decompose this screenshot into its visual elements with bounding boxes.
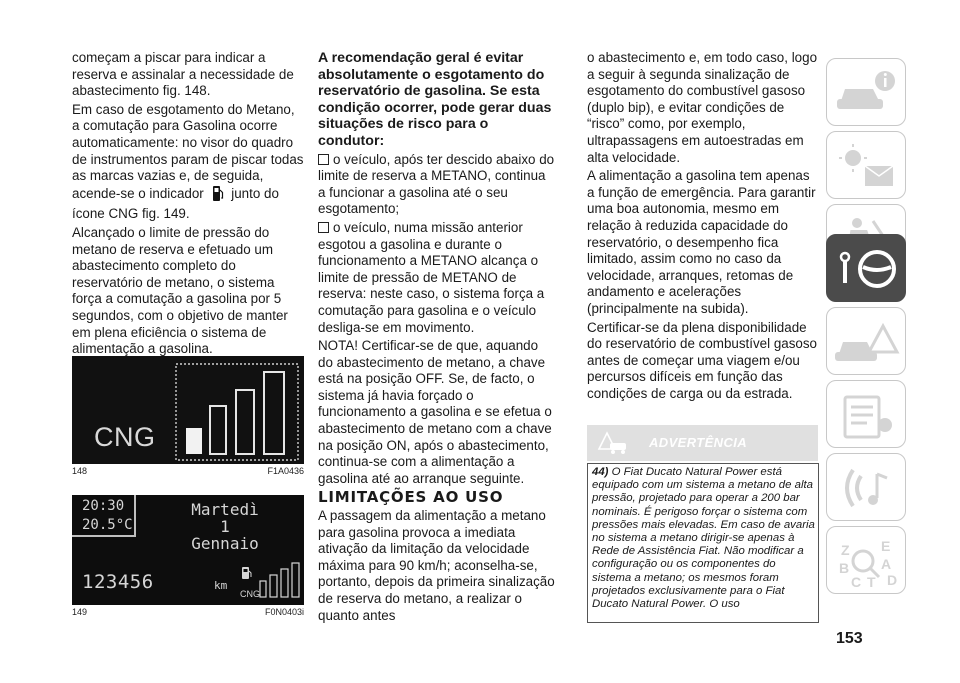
sidebar-tab-multimedia[interactable] [826,453,906,521]
sidebar-tab-car-info[interactable] [826,58,906,126]
bullet-square-icon [318,154,329,165]
figure-code: F1A0436 [267,466,304,476]
paragraph: Certificar-se da plena disponibilidade do reservatório de combustível gasoso antes de começar uma viagem e/ou percursos difíceis em função das condições de carga ou da estrada. [587,319,817,401]
figure-code: F0N0403i [264,607,304,617]
cng-level-bar [270,575,277,597]
clock-readout: 20:30 [82,498,125,514]
bullet-text: o veículo, após ter descido abaixo do limite de reserva a METANO, continua a funcionar a gasolina até o seu esgotamento; [318,151,555,217]
paragraph: A alimentação a gasolina tem apenas a função de emergência. Para garantir uma boa autonomia, mesmo em relação à reduzida capacidade do reservatório, o desempenho fica limitado, assim como no caso da velocidade, arranques, retomas de andamento e acelerações (principalmente na subida). [587,168,816,316]
key-steering-wheel-icon [827,235,907,303]
cng-label: CNG [94,422,156,452]
paragraph: A passagem da alimentação a metano para gasolina provoca a imediata ativação da limitação da velocidade máxima para 90 km/h; aconselha-se, portanto, depois da primeira sinalização de reserva do metano, a realizar o quanto antes [318,508,555,623]
multimedia-icon [827,454,907,522]
sidebar-tab-emergency[interactable] [826,307,906,375]
cng-level-bar [210,406,226,454]
cng-level-bar [264,372,284,454]
bullet-item [318,220,556,336]
figure-149-instrument-display [72,495,304,605]
cng-label: CNG [240,589,260,599]
figure-148-cng-gauge [72,356,304,464]
column-left [72,50,304,360]
note-paragraph: NOTA! Certificar-se de que, aquando do abastecimento de metano, a chave está na posição OFF. Se, de facto, o sistema já havia forçado o funcionamento a gasolina e se efetua o abastecimento de metano com a chave na posição ON, após o abastecimento, continua-se com a alimentação a gasolina até ao arranque seguinte. [318,338,552,486]
maintenance-list-icon [827,381,907,449]
sidebar-tab-dashboard[interactable] [826,131,906,199]
odometer-unit: km [214,579,228,592]
figure-caption [72,466,304,476]
warning-triangle-icon [595,425,635,461]
paragraph-text: junto do ícone CNG fig. 149. [72,185,279,222]
cng-mini-gauge [72,495,304,605]
month: Gennaio [191,534,259,553]
figure-number: 149 [72,607,88,617]
sidebar-tab-maintenance[interactable] [826,380,906,448]
odometer-readout: 123456 [82,571,154,593]
paragraph: Alcançado o limite de pressão do metano de reserva e efetuado um abastecimento completo do reservatório de metano, o sistema força a comutação a gasolina por 5 segundos, com o objetivo de manter em plena eficiência o sistema de alimentação a gasolina. [72,224,288,357]
index-letter: E [881,538,891,554]
cng-level-bar [236,390,254,454]
warning-number: 44) [592,466,609,478]
index-letter: A [881,556,892,572]
cng-level-bar [292,563,299,597]
sidebar-tab-starting-driving[interactable] [826,234,906,302]
figure-number: 148 [72,466,88,476]
cng-level-bar [186,428,202,454]
paragraph: o abastecimento e, em todo caso, logo a seguir à segunda sinalização de esgotamento do combustível gasoso (duplo bip), e evitar condições de “risco” como, por exemplo, ultrapassagens em autoestradas em alta velocidade. [587,50,818,165]
warning-text: O Fiat Ducato Natural Power está equipado com um sistema a metano de alta pressão, projetado para operar a 200 bar nominais. É perigoso forçar o sistema com pressões mais elevadas. Em caso de avaria no sistema a metano dirigir-se apenas à Rede de Assistência Fiat. Não modificar a configuração ou os componentes do sistema a metano; os mesmos foram projetados exclusivamente para o Fiat Ducato Natural Power. O uso [592,466,815,611]
section-heading: A recomendação geral é evitar absolutamente o esgotamento do reservatório de gasolina. Se esta condição ocorrer, pode gerar duas situações de risco para o condutor: [318,50,552,149]
paragraph [72,102,304,223]
paragraph-text: Em caso de esgotamento do Metano, a comutação para Gasolina ocorre automaticamente: no visor do quadro de instrumentos param de piscar todas as marcas vazias e, de seguida, acende-se o indicador [72,101,304,201]
column-right [587,50,819,404]
cng-level-bar [260,581,266,597]
index-az-icon [827,527,907,595]
temperature-readout: 20.5°C [82,517,133,533]
index-letter: Z [841,542,850,558]
cng-level-bar [281,569,288,597]
bullet-text: o veículo, numa missão anterior esgotou a gasolina e durante o funcionamento a METANO alcança o limite de pressão de METANO de reserva: neste caso, o sistema força a comutação para gasolina e o veículo desliga-se em movimento. [318,219,545,335]
dashboard-lights-icon [827,132,907,200]
index-letter: T [867,574,876,590]
index-letter: C [851,574,862,590]
warning-header [587,425,818,461]
fuel-pump-icon [242,567,251,579]
figure-caption [72,607,304,617]
weekday: Martedì [191,500,259,519]
index-letter: B [839,560,850,576]
sidebar-tab-index[interactable] [826,526,906,594]
car-info-icon [827,59,907,127]
section-title: LIMITAÇÕES AO USO [318,488,504,507]
index-letter: D [887,572,898,588]
fuel-pump-icon [212,185,224,207]
warning-title: ADVERTÊNCIA [649,435,748,450]
bullet-square-icon [318,222,329,233]
paragraph: começam a piscar para indicar a reserva e assinalar a necessidade de abastecimento fig. 148. [72,50,294,99]
bullet-item [318,152,556,218]
day-number: 1 [220,517,230,536]
page-number: 153 [836,630,863,647]
column-middle [318,50,556,626]
car-warning-icon [827,308,907,376]
warning-body [587,463,819,623]
